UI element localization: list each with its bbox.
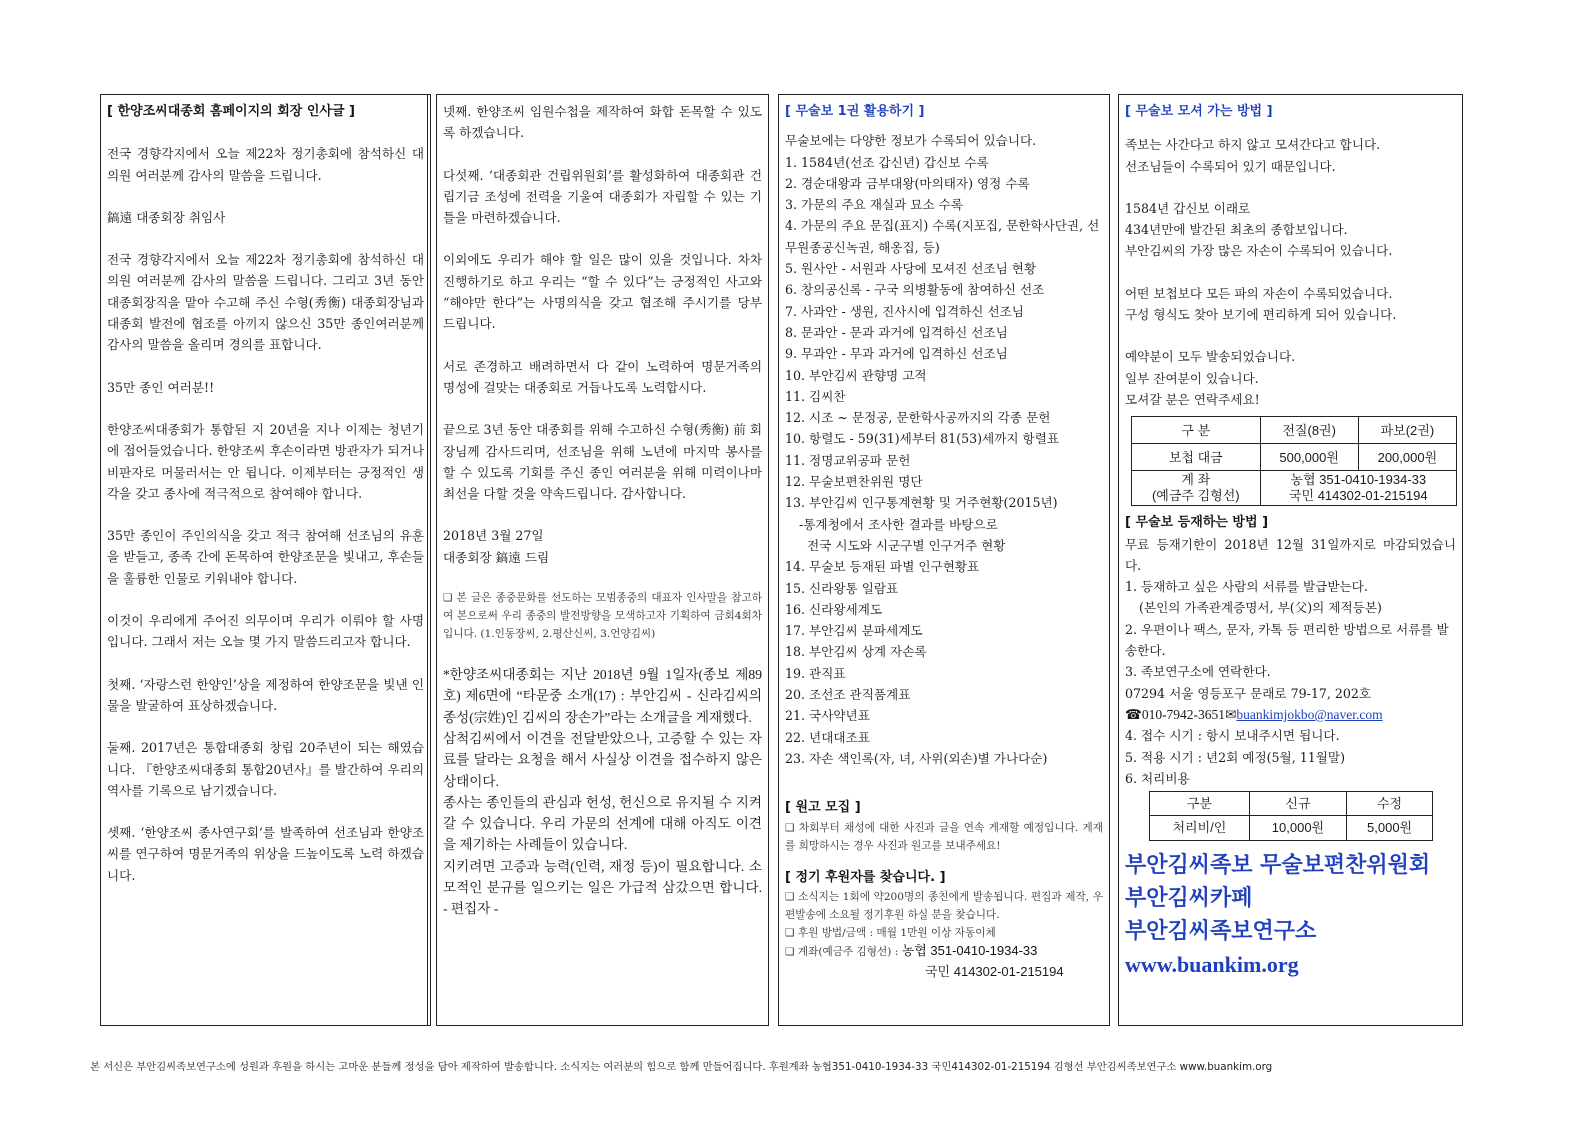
price-full-set: 500,000원: [1260, 444, 1358, 471]
purchase-p2c: 부안김씨의 가장 많은 자손이 수록되어 있습니다.: [1125, 243, 1393, 259]
greeting-p4: 35만 종인 여러분!!: [107, 379, 215, 395]
volume1-item2-6: 20. 조선조 관직품계표: [785, 687, 911, 703]
register-q5: 4. 접수 시기 : 항시 보내주시면 됩니다.: [1125, 728, 1340, 744]
fee-table: [1149, 791, 1433, 841]
account-label: [1132, 471, 1261, 506]
greeting-date: 2018년 3월 27일: [443, 528, 544, 544]
volume1-item-8: 9. 무과안 - 무과 과거에 입격하신 선조님: [785, 346, 1008, 362]
price-header-1: 전질(8권): [1260, 417, 1358, 444]
volume1-item-15: 13. 부안김씨 인구통계현황 및 거주현황(2015년): [785, 495, 1058, 511]
purchase-p4b: 일부 잔여분이 있습니다.: [1125, 370, 1259, 386]
purchase-p1: 족보는 사간다고 하지 않고 모셔간다고 합니다.: [1125, 137, 1381, 153]
volume1-item-3: 4. 가문의 주요 문집(표지) 수록(지포집, 문한학사단권, 선무원종공신녹권, 해옹집, 등): [785, 218, 1100, 255]
volume1-item-9: 10. 부안김씨 관향명 고적: [785, 367, 927, 383]
greeting-signature: 대종회장 鎬遠 드림: [443, 549, 550, 565]
purchase-heading: [ 무술보 모셔 가는 방법 ]: [1125, 104, 1273, 119]
greeting2-p5: 끝으로 3년 동안 대종회를 위해 수고하신 수형(秀衡) 前 회장님께 감사드리며, 선조님을 위해 노년에 마지막 봉사를 할 수 있도록 기회를 주신 종인 여러분을 위해 미력이나마 최선을 다할 것을 약속드립니다. 감사합니다.: [443, 422, 762, 502]
org-institute: 부안김씨족보연구소: [1125, 918, 1317, 944]
register-q4: 3. 족보연구소에 연락한다.: [1125, 664, 1271, 680]
fee-header-0: 구분: [1150, 792, 1250, 816]
greeting2-p3: 이외에도 우리가 해야 할 일은 많이 있을 것입니다. 차차 진행하기로 하고 우리는 “할 수 있다”는 긍정적인 사고와 “해야만 한다”는 사명의식을 갖고 협조해 주시기를 당부 드립니다.: [443, 252, 762, 332]
volume1-list-2: [785, 556, 1103, 769]
account-nh: 농협 351-0410-1934-33: [1290, 472, 1427, 488]
purchase-p2: 1584년 갑신보 이래로: [1125, 200, 1251, 216]
volume1-item-1: 2. 경순대왕과 금부대왕(마의태자) 영정 수록: [785, 175, 1030, 191]
contact-line: [1125, 704, 1456, 725]
volume1-item-12: 10. 항렬도 - 59(31)세부터 81(53)세까지 항렬표: [785, 431, 1060, 447]
sponsor-text1: ❑ 소식지는 1회에 약200명의 종친에게 발송됩니다. 편집과 제작, 우편발송에 소요될 정기후원 하실 분을 찾습니다.: [785, 890, 1103, 921]
volume1-list: [785, 152, 1103, 514]
volume1-item-4: 5. 원사안 - 서원과 사당에 모셔진 선조님 현황: [785, 261, 1037, 277]
editor-p9: 지키려면 고증과 능력(인력, 재정 등)이 필요합니다. 소모적인 분규를 일으키는 일은 가급적 삼갔으면 합니다. - 편집자 -: [443, 858, 762, 917]
greeting-p2: 鎬遠 대종회장 취임사: [107, 209, 226, 225]
volume1-item2-4: 18. 부안김씨 상계 자손록: [785, 644, 927, 660]
column-greeting-continued: [436, 94, 769, 1026]
column-volume1: [778, 94, 1110, 1026]
price-branch-set: 200,000원: [1358, 444, 1456, 471]
register-q7: 6. 처리비용: [1125, 770, 1190, 786]
register-q3: 2. 우편이나 팩스, 문자, 카톡 등 편리한 방법으로 서류를 발송한다.: [1125, 621, 1449, 659]
register-q2b: (본인의 가족관계증명서, 부(父)의 제적등본): [1139, 600, 1382, 616]
register-q6: 5. 적용 시기 : 년2회 예정(5월, 11월말): [1125, 749, 1345, 765]
volume1-item2-7: 21. 국사약년표: [785, 708, 870, 724]
volume1-item-14: 12. 무술보편찬위원 명단: [785, 474, 923, 490]
greeting-p8: 첫째. ‘자랑스런 한양인’상을 제정하여 한양조문을 빛낸 인물을 발굴하여 표상하겠습니다.: [107, 676, 424, 713]
volume1-item-5: 6. 창의공신록 - 구국 의병활동에 참여하신 선조: [785, 282, 1045, 298]
fee-new: 10,000원: [1249, 816, 1346, 840]
series-note: ❑ 본 글은 종중문화를 선도하는 모범종중의 대표자 인사말을 참고하여 본으로써 우리 종중의 발전방향을 모색하고자 기획하여 금회4회차입니다. (1.인동장씨, 2.평산신씨, 3.언양김씨): [443, 592, 762, 641]
fee-header-1: 신규: [1249, 792, 1346, 816]
volume1-item-6: 7. 사과안 - 생원, 진사시에 입격하신 선조님: [785, 303, 1024, 319]
greeting2-p1: 넷째. 한양조씨 임원수첩을 제작하여 화합 돈목할 수 있도록 하겠습니다.: [443, 104, 762, 141]
purchase-p3: 어떤 보첩보다 모든 파의 자손이 수록되었습니다.: [1125, 285, 1393, 301]
greeting-p10: 셋째. ‘한양조씨 종사연구회’를 발족하여 선조님과 한양조씨를 연구하여 명문거족의 위상을 드높이도록 노력 하겠습니다.: [107, 825, 424, 883]
purchase-p2b: 434년만에 발간된 최초의 종합보입니다.: [1125, 222, 1348, 238]
greeting-p6: 35만 종인이 주인의식을 갖고 적극 참여해 선조님의 유훈을 받들고, 종족 간에 돈목하여 한양조문을 빛내고, 후손들을 훌륭한 인물로 키워내야 합니다.: [107, 528, 424, 586]
volume1-item2-2: 16. 신라왕세계도: [785, 601, 883, 617]
purchase-p1b: 선조님들이 수록되어 있기 때문입니다.: [1125, 158, 1336, 174]
fee-header-2: 수정: [1347, 792, 1433, 816]
greeting-p7: 이것이 우리에게 주어진 의무이며 우리가 이뤄야 할 사명입니다. 그래서 저는 오늘 몇 가지 말씀드리고자 합니다.: [107, 613, 424, 650]
volume1-sub1: -통계청에서 조사한 결과를 바탕으로: [799, 516, 998, 532]
phone-number: ☎010-7942-3651: [1125, 706, 1226, 722]
account-label-main: 계 좌: [1181, 472, 1211, 488]
purchase-p4: 예약분이 모두 발송되었습니다.: [1125, 349, 1296, 365]
purchase-p4c: 모셔갈 분은 연락주세요!: [1125, 391, 1260, 407]
sponsor-account-label: ❑ 계좌(예금주 김형선) :: [785, 945, 899, 958]
sponsor-bank1: 농협 351-0410-1934-33: [901, 942, 1038, 958]
greeting2-p4: 서로 존경하고 배려하면서 다 같이 노력하여 명문거족의 명성에 걸맞는 대종회로 거듭나도록 노력합시다.: [443, 358, 762, 395]
email-icon: ✉: [1225, 706, 1237, 722]
column-purchase: [1118, 94, 1463, 1026]
column-greeting: [100, 94, 431, 1026]
sponsor-text2: ❑ 후원 방법/금액 : 매월 1만원 이상 자동이체: [785, 926, 996, 939]
footer-note: 본 서신은 부안김씨족보연구소에 성원과 후원을 하시는 고마운 분들께 정성을 담아 제작하여 발송합니다. 소식지는 여러분의 힘으로 함께 만들어집니다. 후원계좌 농협351-0410-1934-33 국민414302-01-215194 김형선 부안김씨족보연구소 www.buankim.org: [90, 1061, 1273, 1073]
register-address: 07294 서울 영등포구 문래로 79-17, 202호: [1125, 685, 1372, 701]
volume1-item-2: 3. 가문의 주요 재실과 묘소 수록: [785, 197, 964, 213]
register-heading: [ 무술보 등재하는 방법 ]: [1125, 515, 1269, 531]
volume1-heading: [ 무술보 1권 활용하기 ]: [785, 104, 925, 119]
volume1-item2-9: 23. 자손 색인록(자, 녀, 사위(외손)별 가나다순): [785, 750, 1048, 766]
greeting-heading: [ 한양조씨대종회 홈페이지의 회장 인사글 ]: [107, 104, 355, 119]
email-link[interactable]: buankimjokbo@naver.com: [1236, 706, 1383, 722]
fee-modify: 5,000원: [1347, 816, 1433, 840]
editor-p8: 종사는 종인들의 관심과 헌성, 헌신으로 유지될 수 지켜갈 수 있습니다. 우리 가문의 선계에 대해 아직도 이견을 제기하는 사례들이 있습니다.: [443, 794, 762, 853]
volume1-item2-1: 15. 신라왕통 일람표: [785, 580, 899, 596]
volume1-sub2: 전국 시도와 시군구별 인구거주 현황: [807, 537, 1006, 553]
editor-p6: *한양조씨대종회는 지난 2018년 9월 1일자(종보 제89호) 제6면에 “타문중 소개(17) : 부안김씨 - 신라김씨의 종성(宗姓)인 김씨의 장손가”라는 소개글을 게재했다.: [443, 667, 762, 725]
account-numbers: [1260, 471, 1456, 506]
volume1-item2-8: 22. 년대대조표: [785, 729, 870, 745]
volume1-intro: 무술보에는 다양한 정보가 수록되어 있습니다.: [785, 133, 1037, 149]
account-label-holder: (예금주 김형선): [1151, 488, 1240, 504]
org-cafe[interactable]: 부안김씨카페: [1125, 885, 1253, 911]
sponsor-account: [785, 942, 1103, 961]
editor-p7: 삼척김씨에서 이견을 전달받았으나, 고증할 수 있는 자료를 달라는 요청을 해서 사실상 이견을 접수하지 않은 상태이다.: [443, 730, 762, 789]
volume1-item2-0: 14. 무술보 등재된 파별 인구현황표: [785, 559, 980, 575]
greeting-p1: 전국 경향각지에서 오늘 제22차 정기총회에 참석하신 대의원 여러분께 감사의 말씀을 드립니다.: [107, 146, 424, 183]
org-committee: 부안김씨족보 무술보편찬위원회: [1125, 852, 1431, 878]
price-row-label: 보첩 대금: [1132, 444, 1261, 471]
volume1-item-7: 8. 문과안 - 문과 과거에 입격하신 선조님: [785, 324, 1008, 340]
sponsor-bank2: 국민 414302-01-215194: [925, 963, 1064, 979]
price-header-0: 구 분: [1132, 417, 1261, 444]
greeting-p3: 전국 경향각지에서 오늘 제22차 정기총회에 참석하신 대의원 여러분께 감사의 말씀을 드립니다. 그리고 3년 동안 대종회장직을 맡아 수고해 주신 수형(秀衡) 대종회장님과 대종회 발전에 협조를 아끼지 않으신 35만 종인여러분께 감사의 말씀을 올리며 경의를 표합니다.: [107, 252, 424, 353]
register-q1: 무료 등재기한이 2018년 12월 31일까지로 마감되었습니다.: [1125, 536, 1456, 573]
volume1-item-13: 11. 정명교위공파 문헌: [785, 452, 911, 468]
volume1-item-0: 1. 1584년(선조 갑신년) 갑신보 수록: [785, 154, 989, 170]
greeting-p9: 둘째. 2017년은 통합대종회 창립 20주년이 되는 해였습니다. 『한양조씨대종회 통합20년사』를 발간하여 우리의 역사를 기록으로 남기겠습니다.: [107, 740, 424, 798]
recruit-text: ❑ 차회부터 채성에 대한 사진과 글을 연속 게재할 예정입니다. 게재를 희망하시는 경우 사진과 원고를 보내주세요!: [785, 821, 1103, 852]
volume1-item2-3: 17. 부안김씨 분파세계도: [785, 623, 923, 639]
greeting-p5: 한양조씨대종회가 통합된 지 20년을 지나 이제는 청년기에 접어들었습니다. 한양조씨 후손이라면 방관자가 되거나 비판자로 머물러서는 안 됩니다. 이제부터는 긍정적인 생각을 갖고 종사에 적극적으로 참여해야 합니다.: [107, 421, 424, 501]
price-table: [1131, 416, 1457, 506]
volume1-item2-5: 19. 관직표: [785, 665, 846, 681]
purchase-p3b: 구성 형식도 찾아 보기에 편리하게 되어 있습니다.: [1125, 307, 1397, 323]
greeting2-p2: 다섯째. ‘대종회관 건립위원회’를 활성화하여 대종회관 건립기금 조성에 전력을 기울여 대종회가 자립할 수 있는 기틀을 마련하겠습니다.: [443, 167, 762, 226]
account-kb: 국민 414302-01-215194: [1288, 488, 1428, 504]
fee-row-label: 처리비/인: [1150, 816, 1250, 840]
recruit-heading: [ 원고 모집 ]: [785, 800, 861, 816]
register-q2: 1. 등재하고 싶은 사람의 서류를 발급받는다.: [1125, 579, 1368, 595]
volume1-item-11: 12. 시조 ~ 문정공, 문한학사공까지의 각종 문헌: [785, 410, 1051, 426]
sponsor-heading: [ 정기 후원자를 찾습니다. ]: [785, 869, 946, 885]
volume1-item-10: 11. 김씨찬: [785, 388, 846, 404]
org-website[interactable]: www.buankim.org: [1125, 951, 1299, 977]
price-header-2: 파보(2권): [1358, 417, 1456, 444]
